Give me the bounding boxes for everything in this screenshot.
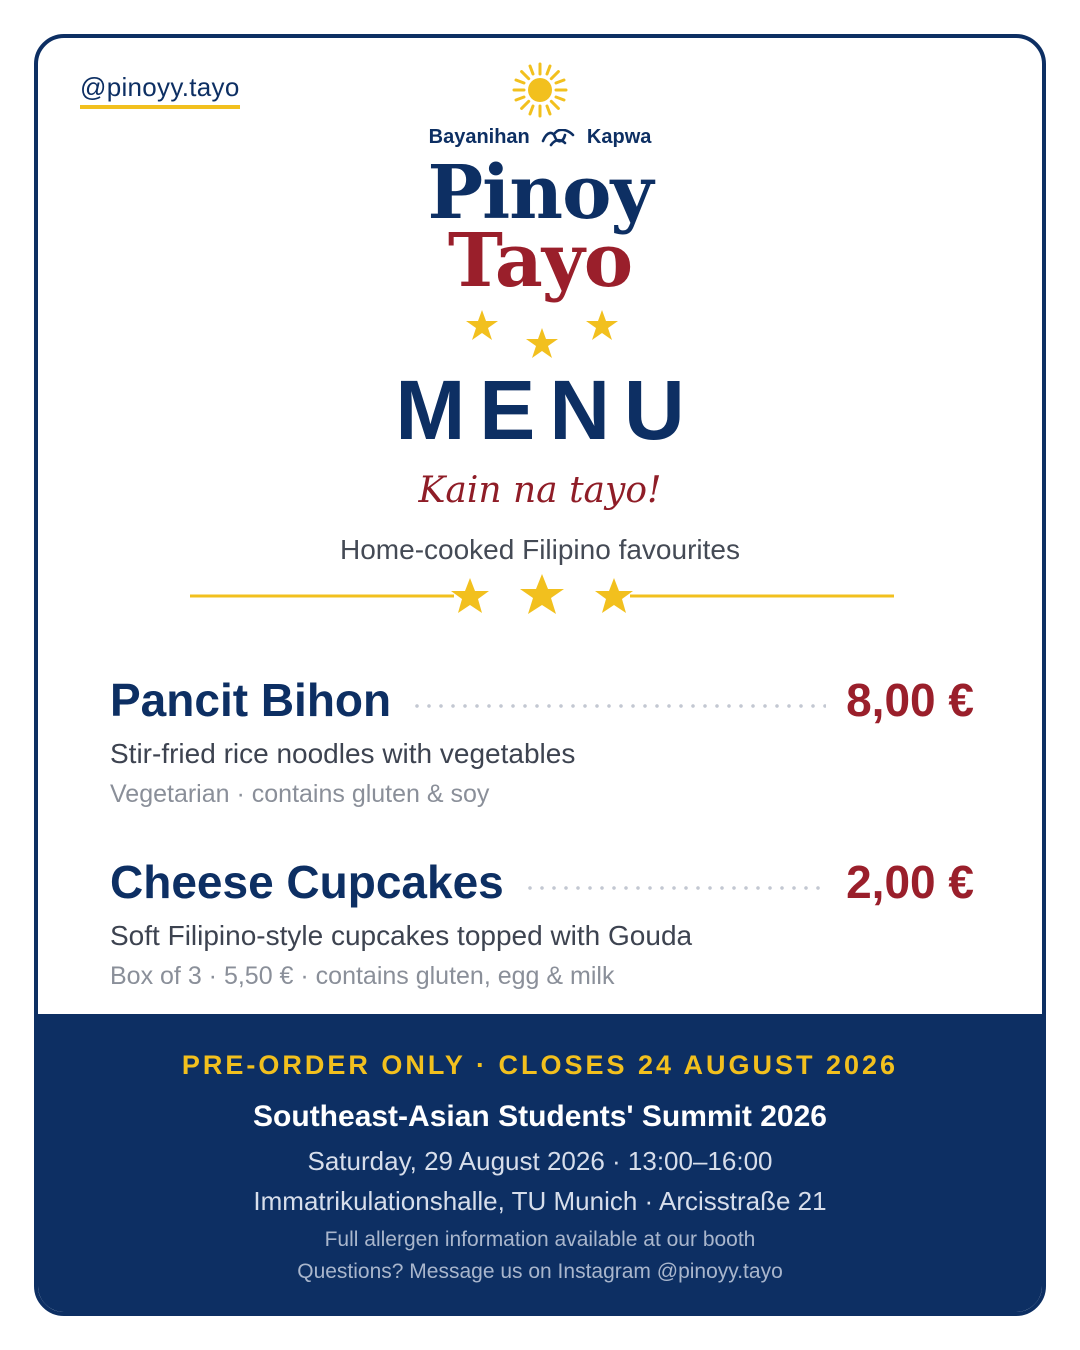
star-icon [520, 574, 564, 614]
star-icon [586, 310, 618, 340]
menu-item [110, 670, 974, 809]
brand-tagline [38, 126, 1042, 149]
item-price: 2,00 € [846, 856, 974, 908]
star-divider [190, 570, 894, 620]
menu-card [34, 34, 1046, 1316]
event-footer [38, 1014, 1042, 1312]
star-icon [451, 578, 489, 613]
star-icon [595, 578, 633, 613]
item-price: 8,00 € [846, 674, 974, 726]
leader-dots [524, 886, 826, 890]
logo-pinoy: Pinoy [427, 150, 653, 236]
star-icon [526, 328, 558, 358]
brand-tagline-left: Bayanihan [428, 126, 530, 148]
logo-stars [462, 308, 622, 364]
instagram-handle[interactable]: @pinoyy.tayo [80, 72, 240, 109]
menu-tagline: Kain na tayo! [418, 470, 662, 511]
event-venue: Immatrikulationshalle, TU Munich · Arcisstraße 21 [253, 1186, 827, 1216]
contact-info: Questions? Message us on Instagram @pinoyy.tayo [297, 1260, 783, 1283]
leader-dots [411, 704, 826, 708]
star-icon [466, 310, 498, 340]
item-note: Vegetarian · contains gluten & soy [110, 780, 490, 808]
item-description: Stir-fried rice noodles with vegetables [110, 738, 576, 769]
brand-tagline-right: Kapwa [586, 126, 652, 148]
preorder-notice: PRE-ORDER ONLY · CLOSES 24 AUGUST 2026 [181, 1050, 899, 1080]
menu-item [110, 852, 974, 991]
event-name: Southeast-Asian Students' Summit 2026 [253, 1100, 827, 1133]
menu-subtitle: Home-cooked Filipino favourites [340, 534, 740, 565]
menu-title: MENU [395, 363, 699, 457]
item-note: Box of 3 · 5,50 € · contains gluten, egg & milk [110, 962, 615, 990]
allergen-info: Full allergen information available at our booth [324, 1228, 756, 1251]
sun-icon [512, 62, 568, 118]
event-date: Saturday, 29 August 2026 · 13:00–16:00 [307, 1146, 773, 1176]
logo-tayo: Tayo [447, 218, 633, 304]
item-description: Soft Filipino-style cupcakes topped with Gouda [110, 920, 693, 951]
item-name: Pancit Bihon [110, 674, 392, 726]
item-name: Cheese Cupcakes [110, 856, 504, 908]
wave-icon [541, 129, 575, 147]
